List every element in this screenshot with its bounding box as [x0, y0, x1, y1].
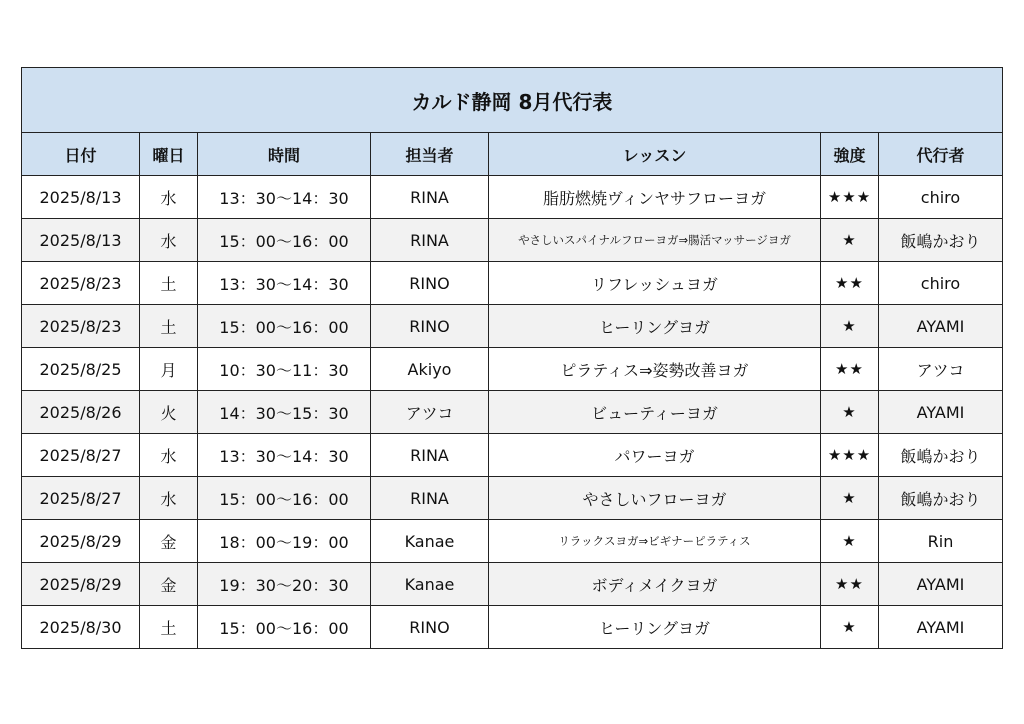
cell-instructor: Akiyo	[371, 348, 489, 391]
cell-intensity: ★	[821, 477, 879, 520]
header-weekday: 曜日	[140, 133, 198, 176]
header-lesson: レッスン	[489, 133, 821, 176]
cell-lesson: リフレッシュヨガ	[489, 262, 821, 305]
cell-time: 15：00～16：00	[198, 477, 371, 520]
cell-instructor: RINA	[371, 219, 489, 262]
cell-instructor: RINA	[371, 477, 489, 520]
header-instructor: 担当者	[371, 133, 489, 176]
cell-substitute: 飯嶋かおり	[879, 434, 1003, 477]
header-time: 時間	[198, 133, 371, 176]
cell-time: 10：30～11：30	[198, 348, 371, 391]
cell-lesson: ヒーリングヨガ	[489, 305, 821, 348]
cell-substitute: アツコ	[879, 348, 1003, 391]
table-row	[22, 434, 1003, 477]
table-row	[22, 305, 1003, 348]
cell-intensity: ★★	[821, 262, 879, 305]
cell-date: 2025/8/13	[22, 176, 140, 219]
table-row	[22, 520, 1003, 563]
cell-date: 2025/8/27	[22, 477, 140, 520]
cell-date: 2025/8/29	[22, 520, 140, 563]
cell-lesson: ピラティス⇒姿勢改善ヨガ	[489, 348, 821, 391]
cell-instructor: RINO	[371, 262, 489, 305]
cell-weekday: 金	[140, 563, 198, 606]
substitute-schedule-table	[21, 67, 1003, 649]
cell-substitute: 飯嶋かおり	[879, 477, 1003, 520]
cell-lesson: ボディメイクヨガ	[489, 563, 821, 606]
cell-intensity: ★★	[821, 348, 879, 391]
cell-date: 2025/8/23	[22, 262, 140, 305]
cell-intensity: ★	[821, 520, 879, 563]
cell-weekday: 金	[140, 520, 198, 563]
cell-weekday: 水	[140, 434, 198, 477]
cell-time: 18：00～19：00	[198, 520, 371, 563]
cell-weekday: 水	[140, 176, 198, 219]
cell-instructor: RINA	[371, 176, 489, 219]
table-row	[22, 262, 1003, 305]
cell-date: 2025/8/23	[22, 305, 140, 348]
cell-instructor: RINO	[371, 305, 489, 348]
cell-date: 2025/8/25	[22, 348, 140, 391]
cell-time: 19：30～20：30	[198, 563, 371, 606]
cell-substitute: chiro	[879, 262, 1003, 305]
cell-time: 15：00～16：00	[198, 219, 371, 262]
cell-time: 13：30～14：30	[198, 434, 371, 477]
table-row	[22, 477, 1003, 520]
table-row	[22, 563, 1003, 606]
cell-lesson: リラックスヨガ⇒ビギナーピラティス	[489, 520, 821, 563]
cell-instructor: RINO	[371, 606, 489, 649]
cell-intensity: ★	[821, 391, 879, 434]
table-title: カルド静岡 8月代行表	[22, 68, 1003, 133]
header-intensity: 強度	[821, 133, 879, 176]
cell-weekday: 土	[140, 606, 198, 649]
cell-weekday: 水	[140, 477, 198, 520]
cell-substitute: AYAMI	[879, 563, 1003, 606]
cell-lesson: ビューティーヨガ	[489, 391, 821, 434]
table-row	[22, 348, 1003, 391]
cell-intensity: ★★	[821, 563, 879, 606]
cell-weekday: 火	[140, 391, 198, 434]
cell-time: 13：30～14：30	[198, 176, 371, 219]
cell-time: 13：30～14：30	[198, 262, 371, 305]
cell-weekday: 土	[140, 305, 198, 348]
cell-instructor: Kanae	[371, 563, 489, 606]
table-row	[22, 219, 1003, 262]
table-row	[22, 176, 1003, 219]
cell-date: 2025/8/29	[22, 563, 140, 606]
cell-date: 2025/8/13	[22, 219, 140, 262]
cell-intensity: ★	[821, 305, 879, 348]
header-substitute: 代行者	[879, 133, 1003, 176]
cell-weekday: 水	[140, 219, 198, 262]
cell-substitute: 飯嶋かおり	[879, 219, 1003, 262]
cell-instructor: アツコ	[371, 391, 489, 434]
cell-time: 15：00～16：00	[198, 305, 371, 348]
cell-intensity: ★★★	[821, 176, 879, 219]
header-row	[22, 133, 1003, 176]
cell-lesson: ヒーリングヨガ	[489, 606, 821, 649]
header-date: 日付	[22, 133, 140, 176]
cell-time: 14：30～15：30	[198, 391, 371, 434]
cell-weekday: 月	[140, 348, 198, 391]
cell-substitute: chiro	[879, 176, 1003, 219]
cell-intensity: ★	[821, 219, 879, 262]
cell-intensity: ★★★	[821, 434, 879, 477]
cell-lesson: やさしいスパイナルフローヨガ⇒腸活マッサージヨガ	[489, 219, 821, 262]
cell-substitute: AYAMI	[879, 305, 1003, 348]
table-body	[22, 176, 1003, 649]
cell-instructor: Kanae	[371, 520, 489, 563]
cell-substitute: Rin	[879, 520, 1003, 563]
table-row	[22, 606, 1003, 649]
cell-date: 2025/8/30	[22, 606, 140, 649]
cell-substitute: AYAMI	[879, 606, 1003, 649]
cell-lesson: パワーヨガ	[489, 434, 821, 477]
table-row	[22, 391, 1003, 434]
cell-date: 2025/8/27	[22, 434, 140, 477]
cell-lesson: やさしいフローヨガ	[489, 477, 821, 520]
cell-time: 15：00～16：00	[198, 606, 371, 649]
cell-intensity: ★	[821, 606, 879, 649]
cell-instructor: RINA	[371, 434, 489, 477]
cell-date: 2025/8/26	[22, 391, 140, 434]
cell-substitute: AYAMI	[879, 391, 1003, 434]
cell-weekday: 土	[140, 262, 198, 305]
cell-lesson: 脂肪燃焼ヴィンヤサフローヨガ	[489, 176, 821, 219]
